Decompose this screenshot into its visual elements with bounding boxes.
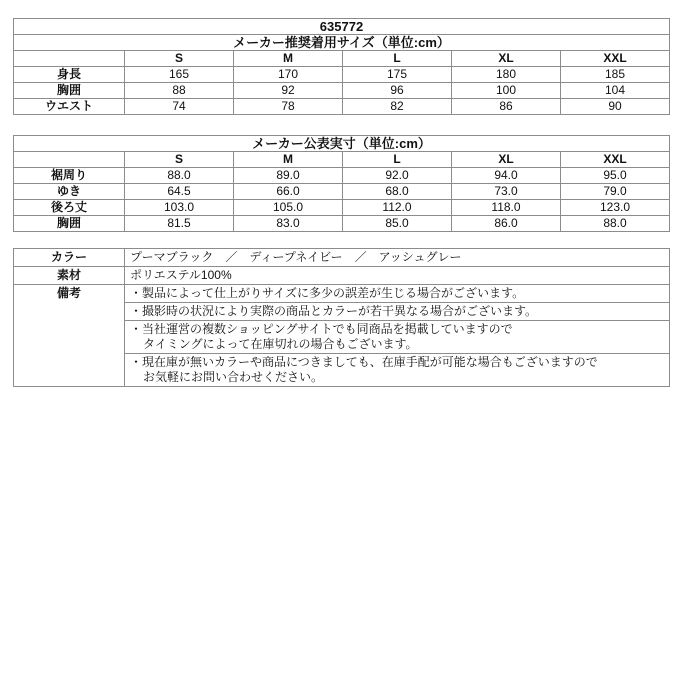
note-line: ・当社運営の複数ショッピングサイトでも同商品を掲載していますので xyxy=(130,322,513,336)
cell-value: 86.0 xyxy=(452,216,561,232)
note-item xyxy=(125,354,670,387)
size-header-s: S xyxy=(125,51,234,67)
cell-value: 82 xyxy=(343,99,452,115)
cell-value: 92.0 xyxy=(343,168,452,184)
size-header-xxl: XXL xyxy=(561,51,670,67)
note-line: お気軽にお問い合わせください。 xyxy=(143,370,324,384)
cell-value: 73.0 xyxy=(452,184,561,200)
cell-value: 185 xyxy=(561,67,670,83)
cell-value: 170 xyxy=(234,67,343,83)
row-label: ゆき xyxy=(14,184,125,200)
cell-value: 74 xyxy=(125,99,234,115)
table-row-hem xyxy=(14,168,670,184)
size-header-s: S xyxy=(125,152,234,168)
cell-value: 88 xyxy=(125,83,234,99)
details-table xyxy=(13,248,670,387)
cell-value: 95.0 xyxy=(561,168,670,184)
color-label: カラー xyxy=(14,249,125,267)
cell-value: 88.0 xyxy=(561,216,670,232)
cell-value: 103.0 xyxy=(125,200,234,216)
note-item xyxy=(125,285,670,303)
size-header-row xyxy=(14,51,670,67)
size-header-m: M xyxy=(234,51,343,67)
cell-value: 66.0 xyxy=(234,184,343,200)
cell-value: 92 xyxy=(234,83,343,99)
row-label: 裾周り xyxy=(14,168,125,184)
cell-value: 86 xyxy=(452,99,561,115)
material-row xyxy=(14,267,670,285)
note-line: ・撮影時の状況により実際の商品とカラーが若干異なる場合がございます。 xyxy=(130,304,538,318)
cell-value: 83.0 xyxy=(234,216,343,232)
note-item xyxy=(125,303,670,321)
size-header-xxl: XXL xyxy=(561,152,670,168)
material-value: ポリエステル100% xyxy=(125,267,670,285)
row-label: 胸囲 xyxy=(14,216,125,232)
size-header-row xyxy=(14,152,670,168)
cell-value: 81.5 xyxy=(125,216,234,232)
cell-value: 89.0 xyxy=(234,168,343,184)
cell-value: 165 xyxy=(125,67,234,83)
product-code-row xyxy=(14,19,670,35)
cell-value: 123.0 xyxy=(561,200,670,216)
actual-table-title: メーカー公表実寸（単位:cm） xyxy=(14,136,670,152)
cell-value: 94.0 xyxy=(452,168,561,184)
cell-value: 175 xyxy=(343,67,452,83)
note-item xyxy=(125,321,670,354)
table-row-chest xyxy=(14,216,670,232)
note-line: ・製品によって仕上がりサイズに多少の誤差が生じる場合がございます。 xyxy=(130,286,525,300)
cell-value: 118.0 xyxy=(452,200,561,216)
notes-label: 備考 xyxy=(14,285,125,387)
cell-value: 96 xyxy=(343,83,452,99)
size-header-l: L xyxy=(343,51,452,67)
row-label: 胸囲 xyxy=(14,83,125,99)
cell-value: 105.0 xyxy=(234,200,343,216)
size-header-l: L xyxy=(343,152,452,168)
actual-size-table xyxy=(13,135,670,232)
row-label: 身長 xyxy=(14,67,125,83)
cell-value: 68.0 xyxy=(343,184,452,200)
actual-table-title-row xyxy=(14,136,670,152)
recommended-table-title-row xyxy=(14,35,670,51)
recommended-table-title: メーカー推奨着用サイズ（単位:cm） xyxy=(14,35,670,51)
row-label: ウエスト xyxy=(14,99,125,115)
cell-value: 88.0 xyxy=(125,168,234,184)
cell-value: 85.0 xyxy=(343,216,452,232)
color-value: プーマブラック ／ ディープネイビー ／ アッシュグレー xyxy=(125,249,670,267)
table-row-chest xyxy=(14,83,670,99)
size-header-m: M xyxy=(234,152,343,168)
cell-value: 112.0 xyxy=(343,200,452,216)
table-row-back-length xyxy=(14,200,670,216)
note-row xyxy=(14,285,670,303)
recommended-size-table xyxy=(13,18,670,115)
color-row xyxy=(14,249,670,267)
size-header-xl: XL xyxy=(452,152,561,168)
material-label: 素材 xyxy=(14,267,125,285)
cell-value: 79.0 xyxy=(561,184,670,200)
product-code: 635772 xyxy=(14,19,670,35)
table-row-sleeve xyxy=(14,184,670,200)
table-row-waist xyxy=(14,99,670,115)
note-line: ・現在庫が無いカラーや商品につきましても、在庫手配が可能な場合もございますので xyxy=(130,355,598,369)
size-header-xl: XL xyxy=(452,51,561,67)
empty-corner-cell xyxy=(14,51,125,67)
cell-value: 90 xyxy=(561,99,670,115)
cell-value: 64.5 xyxy=(125,184,234,200)
note-line: タイミングによって在庫切れの場合もございます。 xyxy=(143,337,418,351)
empty-corner-cell xyxy=(14,152,125,168)
cell-value: 100 xyxy=(452,83,561,99)
cell-value: 104 xyxy=(561,83,670,99)
cell-value: 78 xyxy=(234,99,343,115)
cell-value: 180 xyxy=(452,67,561,83)
table-row-height xyxy=(14,67,670,83)
row-label: 後ろ丈 xyxy=(14,200,125,216)
